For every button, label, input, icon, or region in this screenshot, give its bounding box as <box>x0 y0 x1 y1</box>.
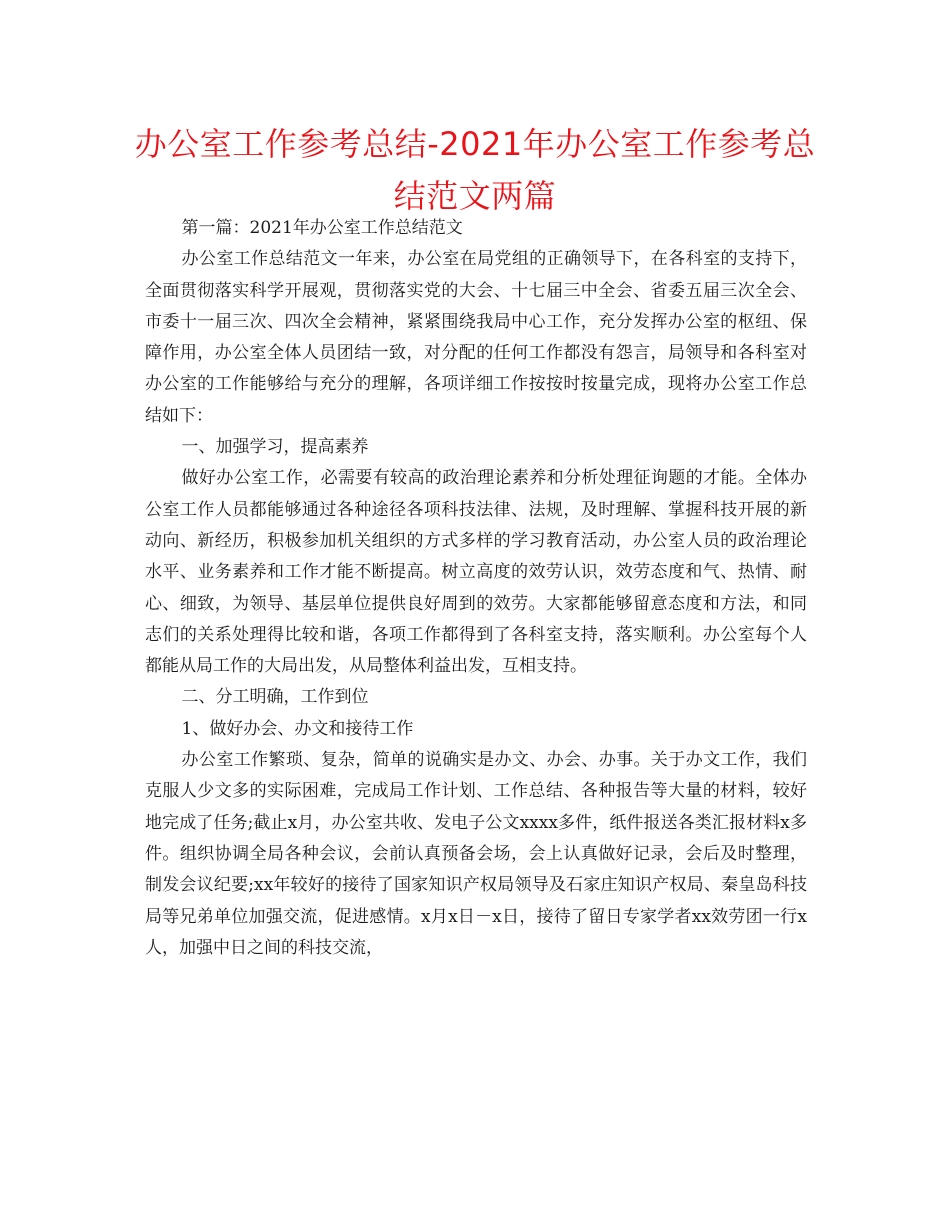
section-heading: 一、加强学习，提高素养 <box>181 437 369 458</box>
subsection-heading: 1、做好办会、办文和接待工作 <box>181 718 414 739</box>
section-heading: 第一篇：2021年办公室工作总结范文 <box>181 218 463 238</box>
document-body <box>145 213 807 964</box>
section-heading: 二、分工明确，工作到位 <box>181 687 369 708</box>
body-paragraph: 办公室工作繁琐、复杂，简单的说确实是办文、办会、办事。关于办文工作，我们克服人少文多的实际困难，完成局工作计划、工作总结、各种报告等大量的材料，较好地完成了任务;截止x月，办公室共收、发电子公文xxxx多件，纸件报送各类汇报材料x多件。组织协调全局各种会议，会前认真预备会场，会上认真做好记录，会后及时整理，制发会议纪要;xx年较好的接待了国家知识产权局领导及石家庄知识产权局、秦皇岛科技局等兄弟单位加强交流，促进感情。x月x日－x日，接待了留日专家学者xx效劳团一行x人，加强中日之间的科技交流， <box>145 750 807 958</box>
body-paragraph: 做好办公室工作，必需要有较高的政治理论素养和分析处理征询题的才能。全体办公室工作人员都能够通过各种途径各项科技法律、法规，及时理解、掌握科技开展的新动向、新经历，积极参加机关组织的方式多样的学习教育活动，办公室人员的政治理论水平、业务素养和工作才能不断提高。树立高度的效劳认识，效劳态度和气、热情、耐心、细致，为领导、基层单位提供良好周到的效劳。大家都能够留意态度和方法，和同志们的关系处理得比较和谐，各项工作都得到了各科室支持，落实顺利。办公室每个人都能从局工作的大局出发，从局整体利益出发，互相支持。 <box>145 468 807 677</box>
body-paragraph: 办公室工作总结范文一年来，办公室在局党组的正确领导下，在各科室的支持下，全面贯彻落实科学开展观，贯彻落实党的大会、十七届三中全会、省委五届三次全会、市委十一届三次、四次全会精神，紧紧围绕我局中心工作，充分发挥办公室的枢纽、保障作用，办公室全体人员团结一致，对分配的任何工作都没有怨言，局领导和各科室对办公室的工作能够给与充分的理解，各项详细工作按按时按量完成，现将办公室工作总结如下： <box>145 249 807 426</box>
document-title: 办公室工作参考总结-2021年办公室工作参考总结范文两篇 <box>134 125 816 215</box>
